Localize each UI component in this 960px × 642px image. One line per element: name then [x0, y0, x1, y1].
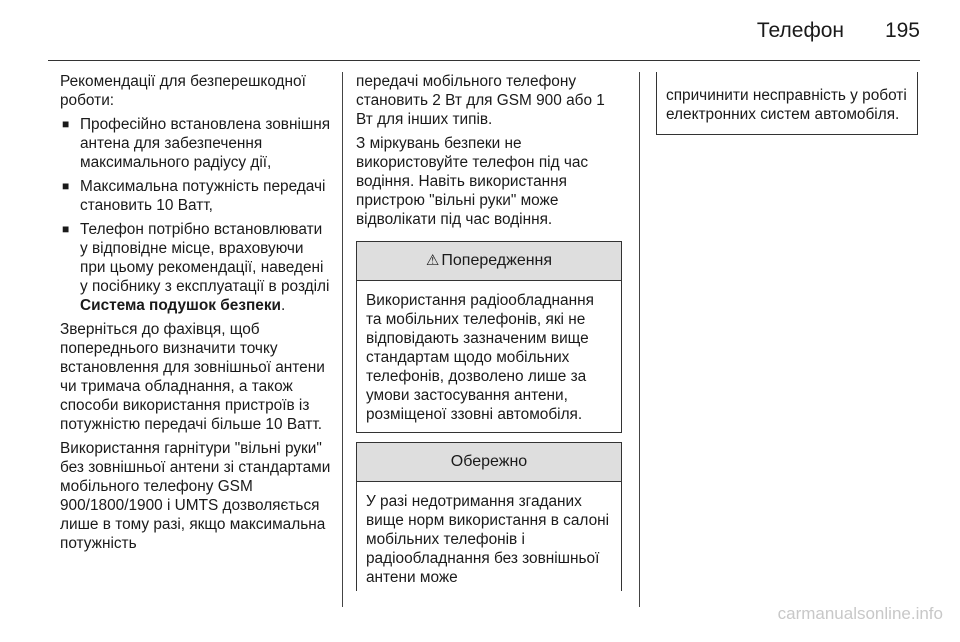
intro-text: Рекомендації для безперешкодної роботи:: [60, 73, 306, 109]
header-divider: [48, 60, 920, 61]
column-divider-right: [639, 72, 640, 607]
list-item: [60, 177, 332, 215]
warning-triangle-icon: ⚠: [425, 252, 440, 269]
airbag-section-link[interactable]: Система подушок безпеки: [80, 297, 282, 314]
column-left: [60, 72, 332, 558]
list-item: [60, 220, 332, 315]
column-middle: [356, 72, 622, 591]
watermark: carmanualsonline.info: [777, 604, 943, 623]
caution-continued-text: спричинити несправність у роботі електронних систем автомобіля.: [666, 87, 907, 123]
caution-box-continued: [656, 72, 918, 135]
warning-body: Використання радіообладнання та мобільних телефонів, які не відповідають зазначеним вище стандартам щодо мобільних телефонів, дозволено лише за умови застосування антени, розміщеної ззовні автомобіля.: [366, 292, 594, 423]
list-item-text: Професійно встановлена зовнішня антена для забезпечення максимального радіусу дії,: [80, 116, 331, 171]
paragraph-transmit-power: передачі мобільного телефону становить 2 Вт для GSM 900 або 1 Вт для інших типів.: [356, 73, 605, 128]
caution-box: [356, 442, 622, 591]
paragraph-handsfree: Використання гарнітури "вільні руки" без зовнішньої антени зі стандартами мобільного телефону GSM 900/1800/1900 і UMTS дозволяється лише в тому разі, якщо максимальна потужність: [60, 440, 331, 552]
square-bullet-icon: ■: [62, 222, 70, 236]
warning-title: Попередження: [441, 252, 553, 269]
column-right: [656, 72, 918, 135]
paragraph-specialist: Зверніться до фахівця, щоб попереднього визначити точку встановлення для зовнішньої антени чи тримача обладнання, а також способи використання пристроїв із потужністю передачі більше 10 Ватт.: [60, 321, 325, 433]
caution-header: Обережно: [357, 443, 621, 482]
list-item-text-main: Телефон потрібно встановлювати у відповідне місце, враховуючи при цьому рекомендації, наведені у посібнику з експлуатації в розділі: [80, 221, 330, 295]
list-item-text: Максимальна потужність передачі становить 10 Ватт,: [80, 178, 326, 214]
list-item-text-end: .: [281, 297, 286, 314]
caution-body: У разі недотримання згаданих вище норм використання в салоні мобільних телефонів і радіообладнання без зовнішньої антени може: [366, 493, 610, 586]
column-divider-left: [342, 72, 343, 607]
square-bullet-icon: ■: [62, 117, 70, 131]
square-bullet-icon: ■: [62, 179, 70, 193]
warning-box: [356, 241, 622, 433]
list-item: [60, 115, 332, 172]
warning-header: [357, 242, 621, 281]
page-section-title: Телефон: [756, 19, 844, 42]
page-number: 195: [884, 19, 920, 42]
list-item-text: [80, 220, 332, 315]
paragraph-safety: З міркувань безпеки не використовуйте телефон під час водіння. Навіть використання пристрою "вільні руки" може відволікати під час водіння.: [356, 135, 589, 228]
